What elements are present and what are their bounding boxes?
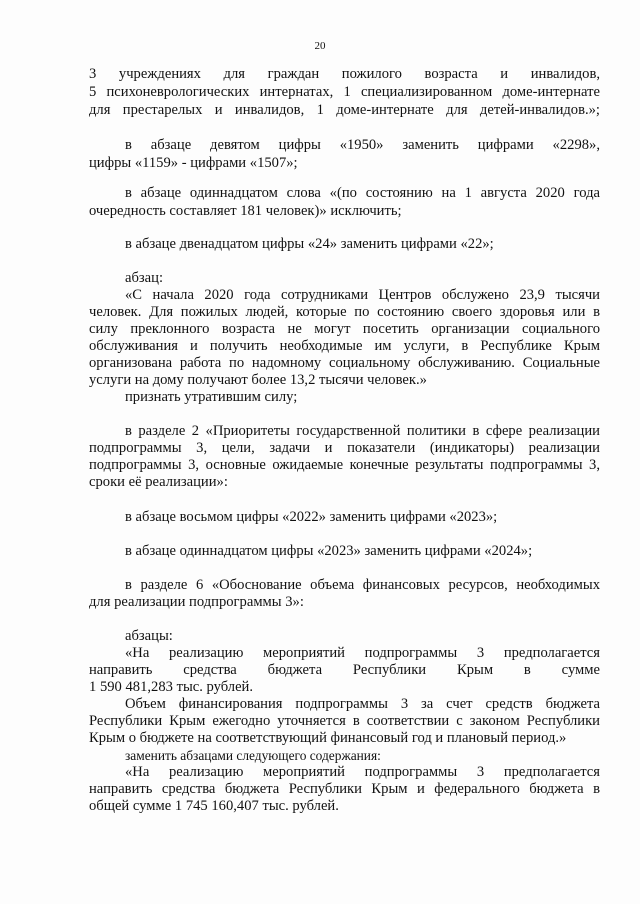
text-line: в абзаце восьмом цифры «2022» заменить цифрами «2023»;	[125, 509, 498, 525]
text-line: «С начала 2020 года сотрудниками Центров обслужено 23,9 тысячи	[125, 287, 600, 303]
text-line: направить средства бюджета Республики Крым в сумме	[89, 662, 600, 678]
text-line: организована работа по надомному социальному обслуживанию. Социальные	[89, 355, 600, 371]
text-line: в абзаце одиннадцатом цифры «2023» заменить цифрами «2024»;	[125, 543, 533, 559]
text-line: услуги на дому получают более 13,2 тысячи человек.»	[89, 372, 427, 388]
text-line: обслуживания и получить необходимые им услуги, в Республике Крым	[89, 338, 600, 354]
text-line: цифры «1159» - цифрами «1507»;	[89, 155, 298, 171]
text-line: абзац:	[125, 270, 164, 286]
text-line: Республики Крым ежегодно уточняется в соответствии с законом Республики	[89, 713, 600, 729]
text-line: в абзаце двенадцатом цифры «24» заменить цифрами «22»;	[125, 236, 494, 252]
text-line: очередность составляет 181 человек)» исключить;	[89, 203, 402, 219]
text-line: сроки её реализации»:	[89, 474, 228, 490]
text-line: абзацы:	[125, 628, 173, 644]
text-line: признать утратившим силу;	[125, 389, 298, 405]
text-line: для реализации подпрограммы 3»:	[89, 594, 304, 610]
text-line: человек. Для пожилых людей, которые по состоянию своего здоровья или в	[89, 304, 600, 320]
text-line: в абзаце девятом цифры «1950» заменить цифрами «2298»,	[125, 137, 600, 153]
text-line: для престарелых и инвалидов, 1 доме-интернате для детей-инвалидов.»;	[89, 102, 600, 118]
text-line: Объем финансирования подпрограммы 3 за счет средств бюджета	[125, 696, 600, 712]
text-line: общей сумме 1 745 160,407 тыс. рублей.	[89, 798, 339, 814]
text-line: силу преклонного возраста не могут посетить организации социального	[89, 321, 600, 337]
text-line: в разделе 2 «Приоритеты государственной политики в сфере реализации	[125, 423, 600, 439]
text-line: подпрограммы 3, основные ожидаемые конечные результаты подпрограммы 3,	[89, 457, 600, 473]
text-line: 5 психоневрологических интернатах, 1 специализированном доме-интернате	[89, 84, 600, 100]
text-line: «На реализацию мероприятий подпрограммы 3 предполагается	[125, 764, 600, 780]
text-line: в разделе 6 «Обоснование объема финансовых ресурсов, необходимых	[125, 577, 600, 593]
text-line: 3 учреждениях для граждан пожилого возраста и инвалидов,	[89, 66, 600, 82]
text-line: 1 590 481,283 тыс. рублей.	[89, 679, 254, 695]
page-number: 20	[314, 40, 326, 52]
text-line: Крым о бюджете на соответствующий финансовый год и плановый период.»	[89, 730, 567, 746]
text-line: заменить абзацами следующего содержания:	[125, 748, 381, 763]
text-line: подпрограммы 3, цели, задачи и показатели (индикаторы) реализации	[89, 440, 600, 456]
text-line: «На реализацию мероприятий подпрограммы 3 предполагается	[125, 645, 600, 661]
text-line: в абзаце одиннадцатом слова «(по состоянию на 1 августа 2020 года	[125, 185, 600, 201]
text-line: направить средства бюджета Республики Крым и федерального бюджета в	[89, 781, 600, 797]
